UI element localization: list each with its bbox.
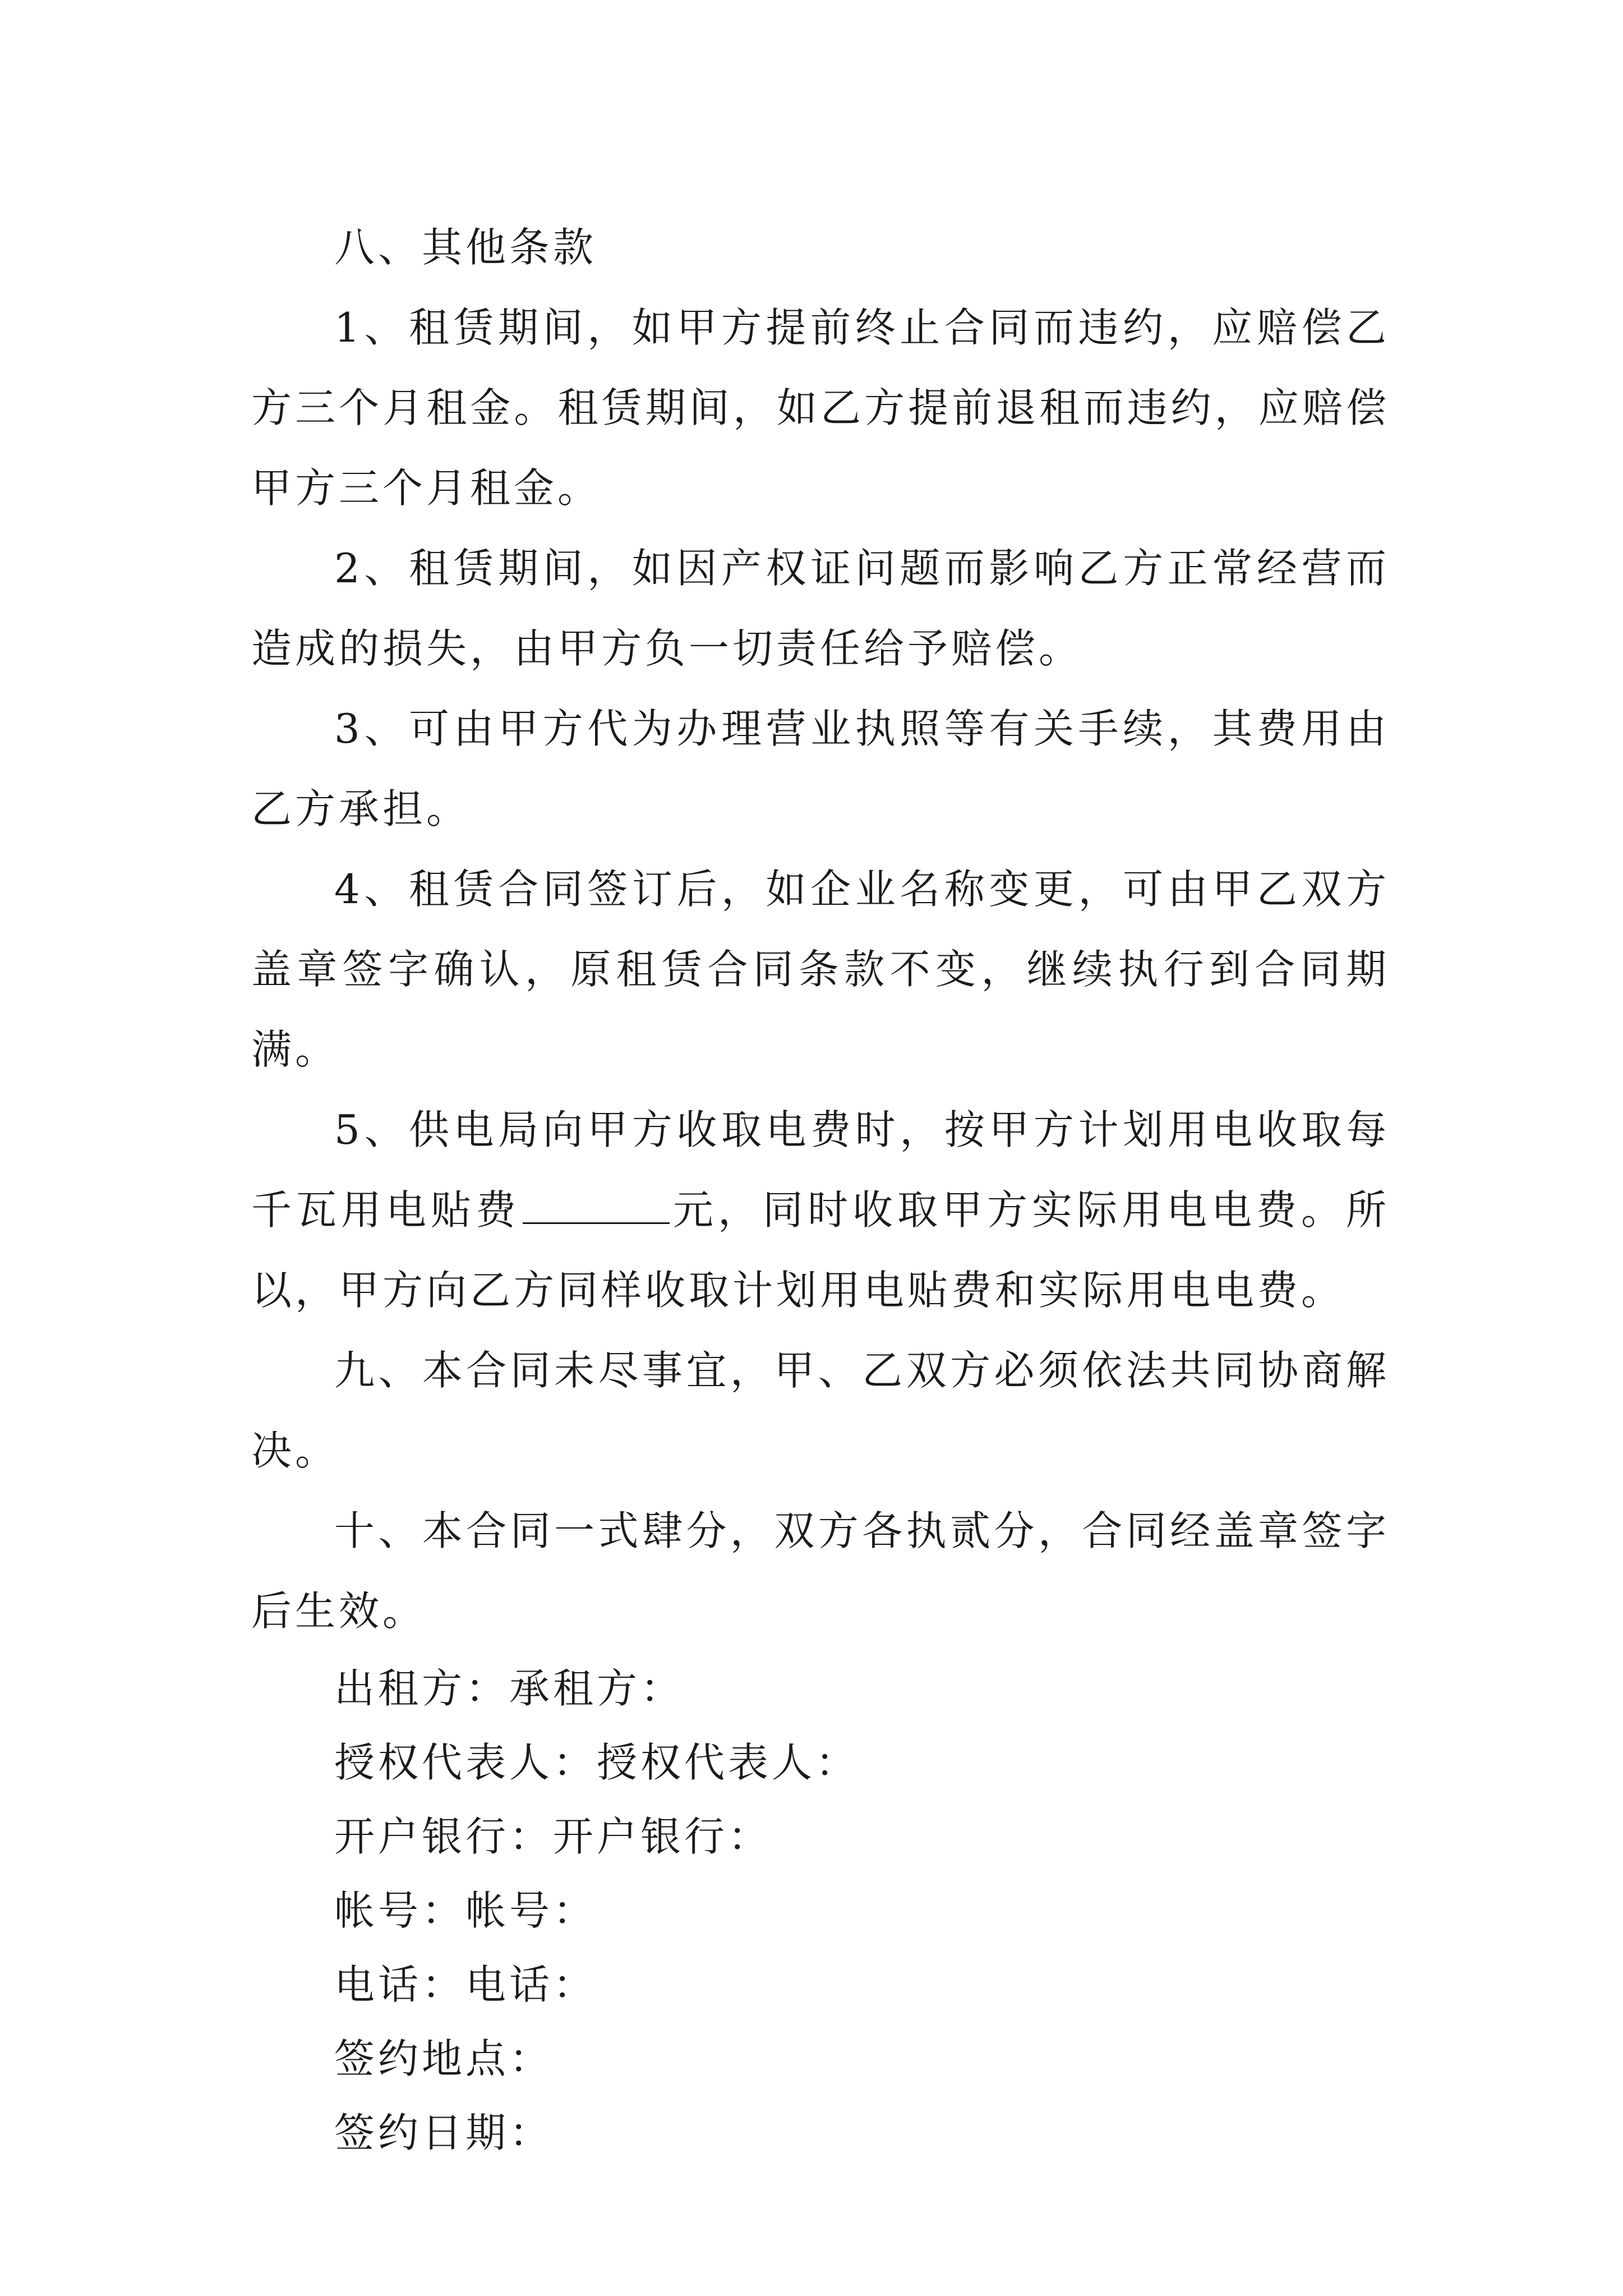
phones-line: 电话：电话：: [334, 1961, 597, 2008]
accounts-line: 帐号：帐号：: [334, 1887, 597, 1934]
representatives-line: 授权代表人：授权代表人：: [334, 1739, 860, 1786]
section-8-heading: 八、其他条款: [334, 224, 597, 271]
clause-5-part1: 5、供电局向甲方收取电费时，按甲方计划用电收取每千瓦用电贴费: [251, 1106, 1390, 1234]
section-9: 九、本合同未尽事宜，甲、乙双方必须依法共同协商解决。: [251, 1347, 1390, 1474]
signing-place-line: 签约地点：: [334, 2035, 554, 2082]
parties-line: 出租方：承租方：: [334, 1665, 685, 1712]
signature-block: [251, 1651, 1390, 2170]
clause-5-part2: 元，同时收取甲方实际用电电费。所以，甲方向乙方同样收取计划用电贴费和实际用电电费。: [251, 1186, 1390, 1314]
clause-5: [251, 1090, 1390, 1331]
clause-4: 4、租赁合同签订后，如企业名称变更，可由甲乙双方盖章签字确认，原租赁合同条款不变，继续执行到合同期满。: [251, 866, 1390, 1073]
clause-2: 2、租赁期间，如因产权证问题而影响乙方正常经营而造成的损失，由甲方负一切责任给予赔偿。: [251, 545, 1390, 672]
section-10: 十、本合同一式肆分，双方各执贰分，合同经盖章签字后生效。: [251, 1507, 1390, 1635]
banks-line: 开户银行：开户银行：: [334, 1813, 772, 1860]
clause-1: 1、租赁期间，如甲方提前终止合同而违约，应赔偿乙方三个月租金。租赁期间，如乙方提前退租而违约，应赔偿甲方三个月租金。: [251, 304, 1390, 512]
signing-date-line: 签约日期：: [334, 2109, 554, 2156]
clause-3: 3、可由甲方代为办理营业执照等有关手续，其费用由乙方承担。: [251, 705, 1390, 832]
fee-blank-field: [523, 1188, 670, 1224]
contract-text: [251, 208, 1390, 2170]
